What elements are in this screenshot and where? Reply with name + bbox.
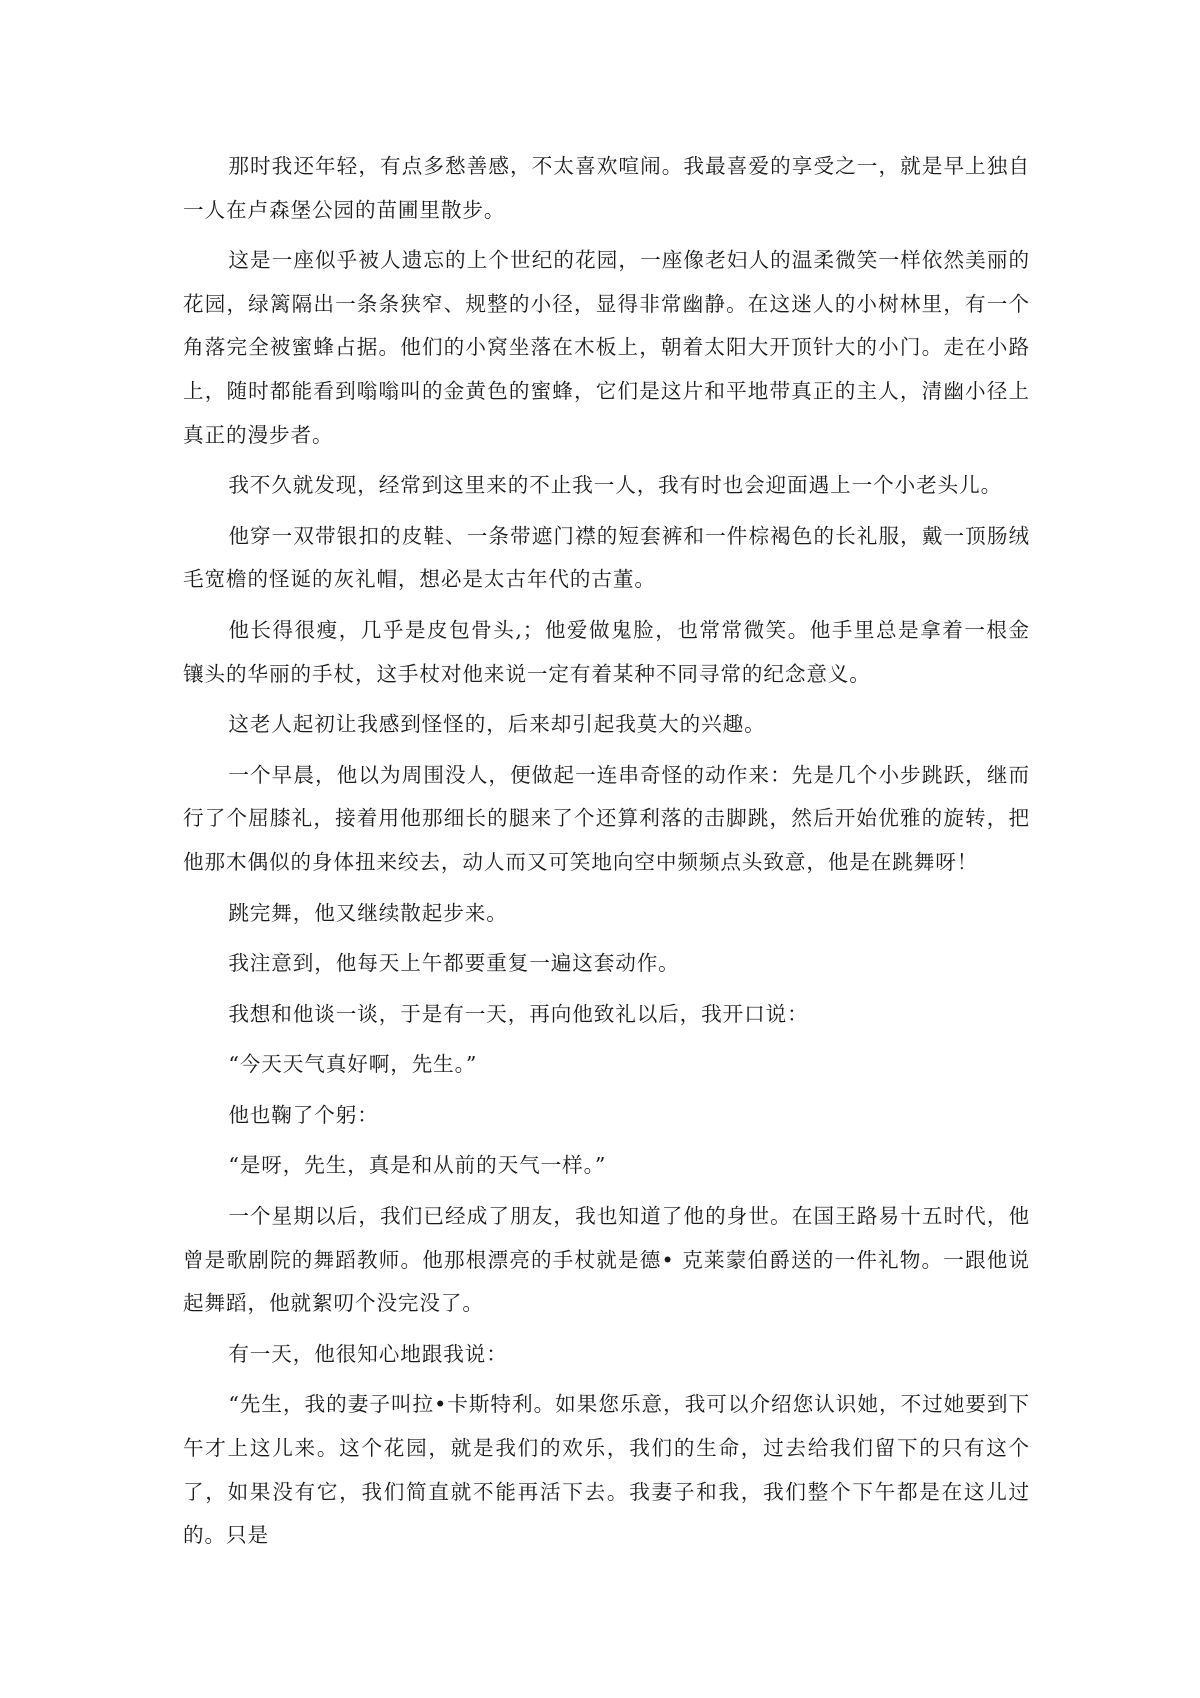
paragraph: “今天天气真好啊，先生。” <box>228 1052 478 1077</box>
paragraph: 他长得很瘦，几乎是皮包骨头,；他爱做鬼脸，也常常微笑。他手里总是拿着一根金镶头的华丽的手杖，这手杖对他来说一定有着某种不同寻常的纪念意义。 <box>183 617 1030 686</box>
paragraph: 这是一座似乎被人遗忘的上个世纪的花园，一座像老妇人的温柔微笑一样依然美丽的花园，绿篱隔出一条条狭窄、规整的小径，显得非常幽静。在这迷人的小树林里，有一个角落完全被蜜蜂占据。他们的小窝坐落在木板上，朝着太阳大开顶针大的小门。走在小路上，随时都能看到嗡嗡叫的金黄色的蜜蜂，它们是这片和平地带真正的主人，清幽小径上真正的漫步者。 <box>183 248 1030 447</box>
body-text <box>183 145 1030 1565</box>
paragraph: 有一天，他很知心地跟我说： <box>228 1341 508 1366</box>
paragraph: 他穿一双带银扣的皮鞋、一条带遮门襟的短套裤和一件棕褐色的长礼服，戴一顶肠绒毛宽檐的怪诞的灰礼帽，想必是太古年代的古董。 <box>183 523 1030 592</box>
paragraph: “先生，我的妻子叫拉•卡斯特利。如果您乐意，我可以介绍您认识她，不过她要到下午才上这儿来。这个花园，就是我们的欢乐，我们的生命，过去给我们留下的只有这个了，如果没有它，我们简直就不能再活下去。我妻子和我，我们整个下午都是在这儿过的。只是 <box>183 1392 1030 1548</box>
paragraph: 他也鞠了个躬： <box>228 1102 379 1127</box>
paragraph: 一个星期以后，我们已经成了朋友，我也知道了他的身世。在国王路易十五时代，他曾是歌剧院的舞蹈教师。他那根漂亮的手杖就是德• 克莱蒙伯爵送的一件礼物。一跟他说起舞蹈，他就絮叨个没完没了。 <box>183 1204 1030 1316</box>
paragraph: 这老人起初让我感到怪怪的，后来却引起我莫大的兴趣。 <box>228 712 766 737</box>
paragraph: 那时我还年轻，有点多愁善感，不太喜欢喧闹。我最喜爱的享受之一，就是早上独自一人在卢森堡公园的苗圃里散步。 <box>183 154 1030 222</box>
paragraph: 一个早晨，他以为周围没人，便做起一连串奇怪的动作来：先是几个小步跳跃，继而行了个屈膝礼，接着用他那细长的腿来了个还算利落的击脚跳，然后开始优雅的旋转，把他那木偶似的身体扭来绞去，动人而又可笑地向空中频频点头致意，他是在跳舞呀！ <box>183 762 1030 874</box>
paragraph: 跳完舞，他又继续散起步来。 <box>228 900 508 925</box>
paragraph: 我想和他谈一谈，于是有一天，再向他致礼以后，我开口说： <box>228 1001 809 1026</box>
paragraph: 我不久就发现，经常到这里来的不止我一人，我有时也会迎面遇上一个小老头儿。 <box>228 473 1003 498</box>
paragraph: 我注意到，他每天上午都要重复一遍这套动作。 <box>228 951 680 976</box>
paragraph: “是呀，先生，真是和从前的天气一样。” <box>228 1153 607 1178</box>
